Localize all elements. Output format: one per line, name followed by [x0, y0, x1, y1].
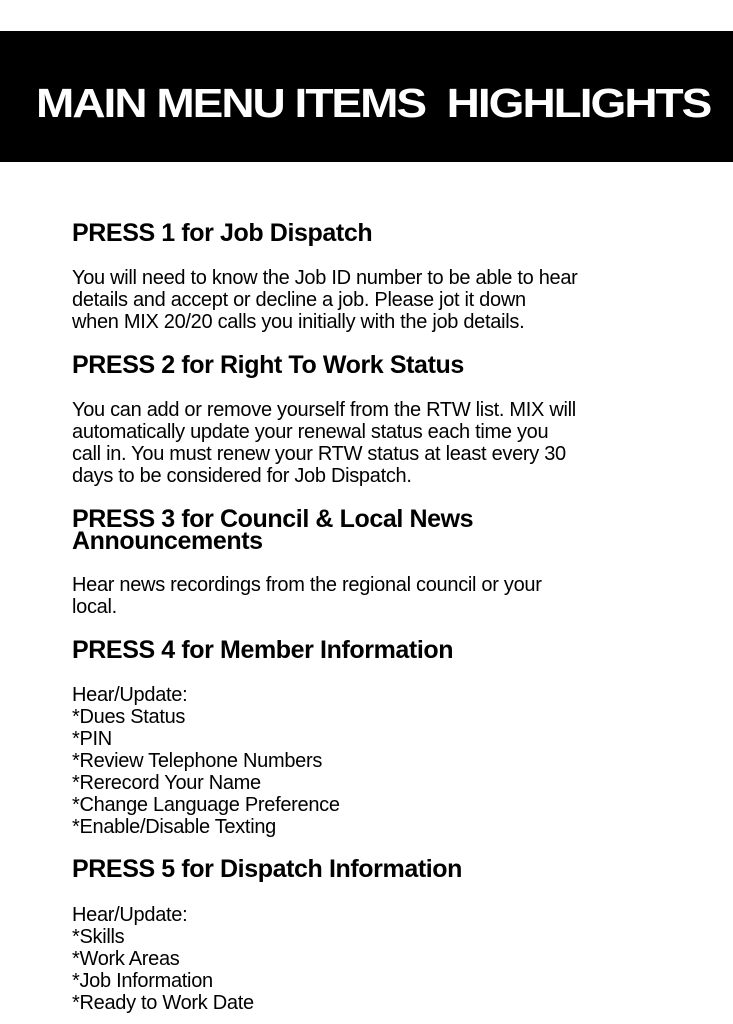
list-item: *Work Areas [72, 948, 180, 970]
section-heading-dispatch-information: PRESS 5 for Dispatch Information [72, 855, 463, 883]
list-item: *Ready to Work Date [72, 992, 254, 1014]
list-item: *Change Language Preference [72, 794, 340, 816]
section-body-right-to-work [72, 399, 576, 487]
list-item: *Job Information [72, 970, 213, 992]
body-line: You can add or remove yourself from the RTW list. MIX will [72, 399, 576, 421]
heading-line: Announcements [72, 527, 263, 555]
section-body-council-news [72, 574, 542, 618]
body-line: Hear news recordings from the regional council or your [72, 574, 542, 596]
body-line: automatically update your renewal status each time you [72, 421, 549, 443]
body-line: when MIX 20/20 calls you initially with the job details. [72, 311, 525, 333]
body-line: details and accept or decline a job. Please jot it down [72, 289, 526, 311]
list-intro: Hear/Update: [72, 684, 188, 706]
body-line: You will need to know the Job ID number to be able to hear [72, 267, 578, 289]
section-body-job-dispatch [72, 267, 578, 333]
page-title: MAIN MENU ITEMS HIGHLIGHTS [36, 79, 711, 126]
list-item: *PIN [72, 728, 112, 750]
body-line: call in. You must renew your RTW status at least every 30 [72, 443, 566, 465]
list-item: *Dues Status [72, 706, 186, 728]
section-heading-council-news [72, 505, 474, 555]
list-item: *Enable/Disable Texting [72, 816, 276, 838]
heading-line: PRESS 3 for Council & Local News [72, 505, 474, 533]
list-item: *Rerecord Your Name [72, 772, 261, 794]
section-heading-job-dispatch: PRESS 1 for Job Dispatch [72, 219, 373, 247]
list-item: *Review Telephone Numbers [72, 750, 323, 772]
section-body-dispatch-information [72, 904, 254, 1014]
list-intro: Hear/Update: [72, 904, 188, 926]
section-heading-member-information: PRESS 4 for Member Information [72, 636, 454, 664]
list-item: *Skills [72, 926, 125, 948]
body-line: local. [72, 596, 117, 618]
section-body-member-information [72, 684, 340, 838]
body-line: days to be considered for Job Dispatch. [72, 465, 412, 487]
section-heading-right-to-work: PRESS 2 for Right To Work Status [72, 351, 464, 379]
